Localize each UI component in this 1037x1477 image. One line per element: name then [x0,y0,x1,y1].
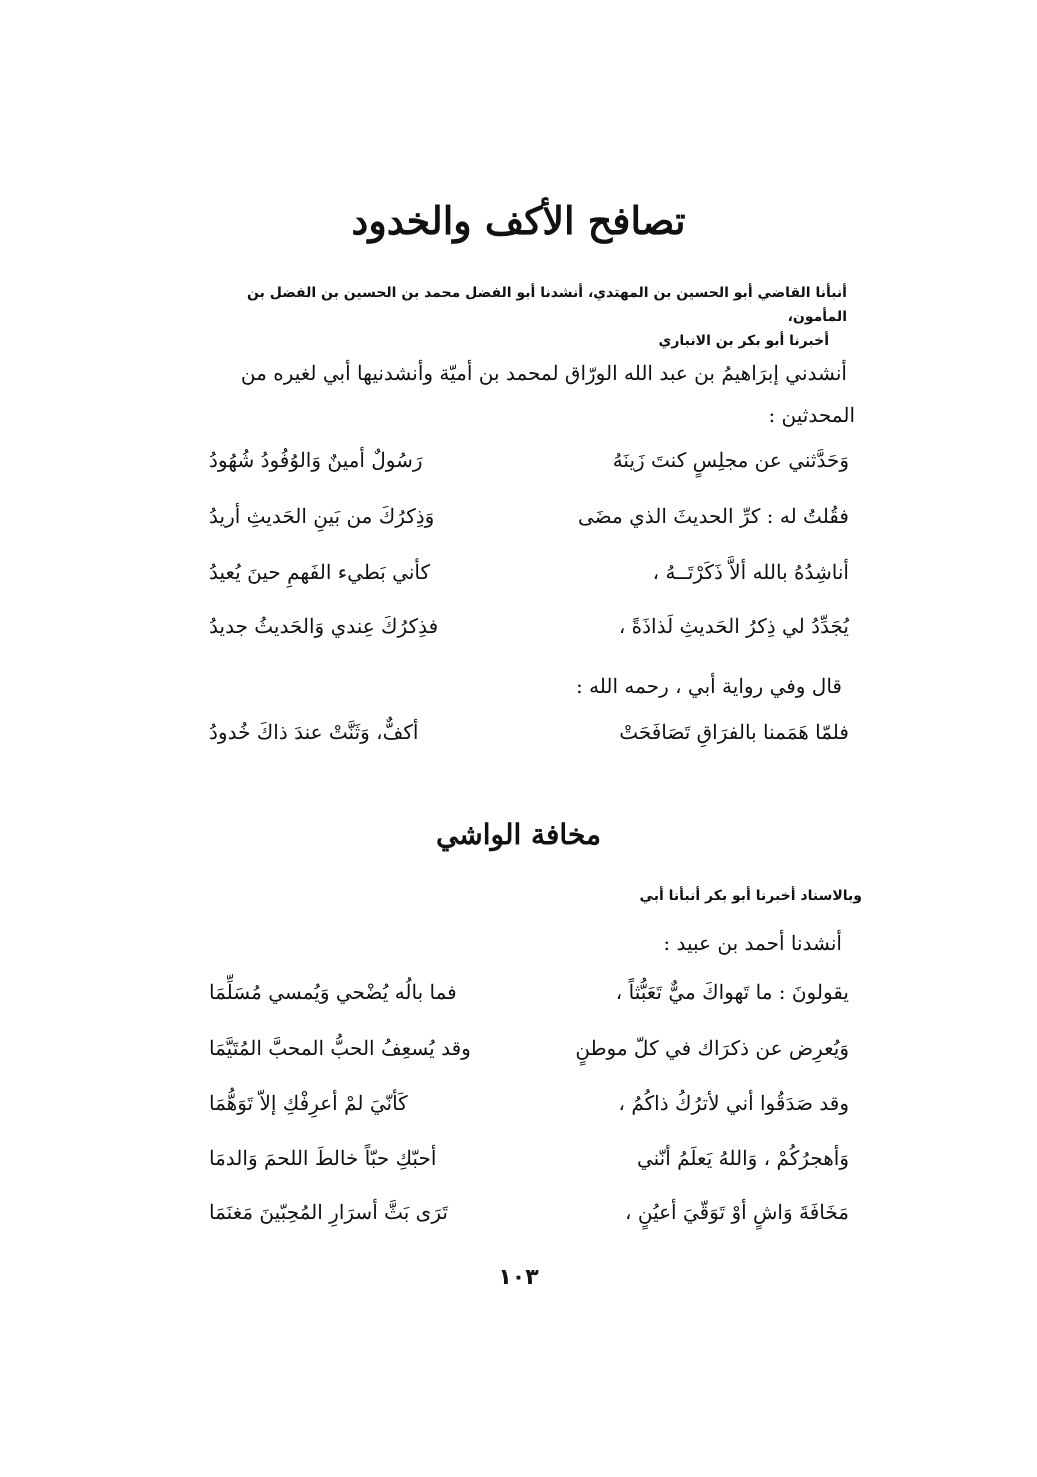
intro-line: أنشدني إبرَاهيمُ بن عبد الله الورّاق لمحمد بن أميّة وأنشدنيها أبي لغيره من [240,361,847,385]
page-number: ١٠٣ [498,1265,539,1290]
verse-first-hemistich: وَيُعرِض عن ذكرَاك في كلّ موطنٍ [575,1036,849,1060]
verse-second-hemistich: كَأنّيَ لمْ أعرِفْكِ إلاّ تَوَهُّمَا [209,1091,408,1115]
poem-verse [209,980,849,1030]
section-title: تصافح الأكف والخدود [351,198,686,243]
isnad-line: أنبأنا القاضي أبو الحسين بن المهتدي، أنشدنا أبو الفضل محمد بن الحسين بن الفضل بن المأمون، [247,285,847,325]
verse-second-hemistich: فما بالُه يُضْحي وَيُمسي مُسَلِّمَا [209,980,457,1004]
isnad-text: وبالاسناد أخبرنا أبو بكر أنبأنا أبي [639,888,862,904]
poem-verse [209,448,849,498]
intro-paragraph: أنشدنا أحمد بن عبيد : [663,931,842,955]
poem-verse [209,1036,849,1086]
verse-first-hemistich: أناشِدُهُ بالله ألاَّ ذَكَرْتَــهُ ، [652,560,849,584]
poem-verse [209,560,849,610]
isnad-line: أخبرنا أبو بكر بن الانباري [658,333,829,349]
verse-first-hemistich: وَحَدَّثني عن مجلِسٍ كنتَ زَينَهُ [612,448,849,472]
verse-first-hemistich: مَخَافَةَ وَاشٍ أوْ تَوَقّيَ أعيُنٍ ، [625,1200,849,1224]
verse-second-hemistich: كأني بَطيء الفَهمِ حينَ يُعيدُ [209,560,430,584]
verse-first-hemistich: وَأهجرُكُمْ ، وَاللهُ يَعلَمُ أنّني [636,1146,849,1170]
verse-second-hemistich: رَسُولٌ أمينٌ وَالوُفُودُ شُهُودُ [209,448,423,472]
verse-first-hemistich: يقولونَ : ما تَهواكَ ميٌّ تَعَبُّثاً ، [615,980,849,1004]
poem-verse [209,1200,849,1250]
verse-first-hemistich: فقُلتُ له : كرِّ الحديثَ الذي مضَى [578,504,849,528]
poem-verse [209,614,849,664]
poem-verse [209,720,849,770]
poem-verse [209,1146,849,1196]
verse-first-hemistich: وقد صَدَقُوا أني لأترُكُ ذاكُمُ ، [618,1091,849,1115]
intro-paragraph [187,352,855,436]
verse-second-hemistich: فذِكرُكَ عِندي وَالحَديثُ جديدُ [209,614,439,638]
section-title: مخافة الواشي [435,818,602,851]
verse-second-hemistich: أكفٌّ، وَثَنَّتْ عندَ ذاكَ خُدودُ [209,720,419,744]
isnad-text [187,281,847,353]
verse-second-hemistich: أحبّكِ حبّاً خالطَ اللحمَ وَالدمَا [209,1146,437,1170]
verse-second-hemistich: وَذِكرُكَ من بَينِ الحَديثِ أريدُ [209,504,435,528]
narration-note: قال وفي رواية أبي ، رحمه الله : [575,674,842,698]
poem-verse [209,1091,849,1141]
verse-second-hemistich: وقد يُسعِفُ الحبُّ المحبَّ المُتَيَّمَا [209,1036,471,1060]
intro-line: المحدثين : [768,403,855,427]
verse-first-hemistich: يُجَدِّدُ لي ذِكرُ الحَديثِ لَذاذَةً ، [618,614,849,638]
verse-second-hemistich: تَرَى بَثَّ أسرَارِ المُحِبّينَ مَغنَمَا [209,1200,448,1224]
verse-first-hemistich: فلمّا هَمَمنا بالفرَاقِ تَصَافَحَتْ [619,720,849,744]
poem-verse [209,504,849,554]
